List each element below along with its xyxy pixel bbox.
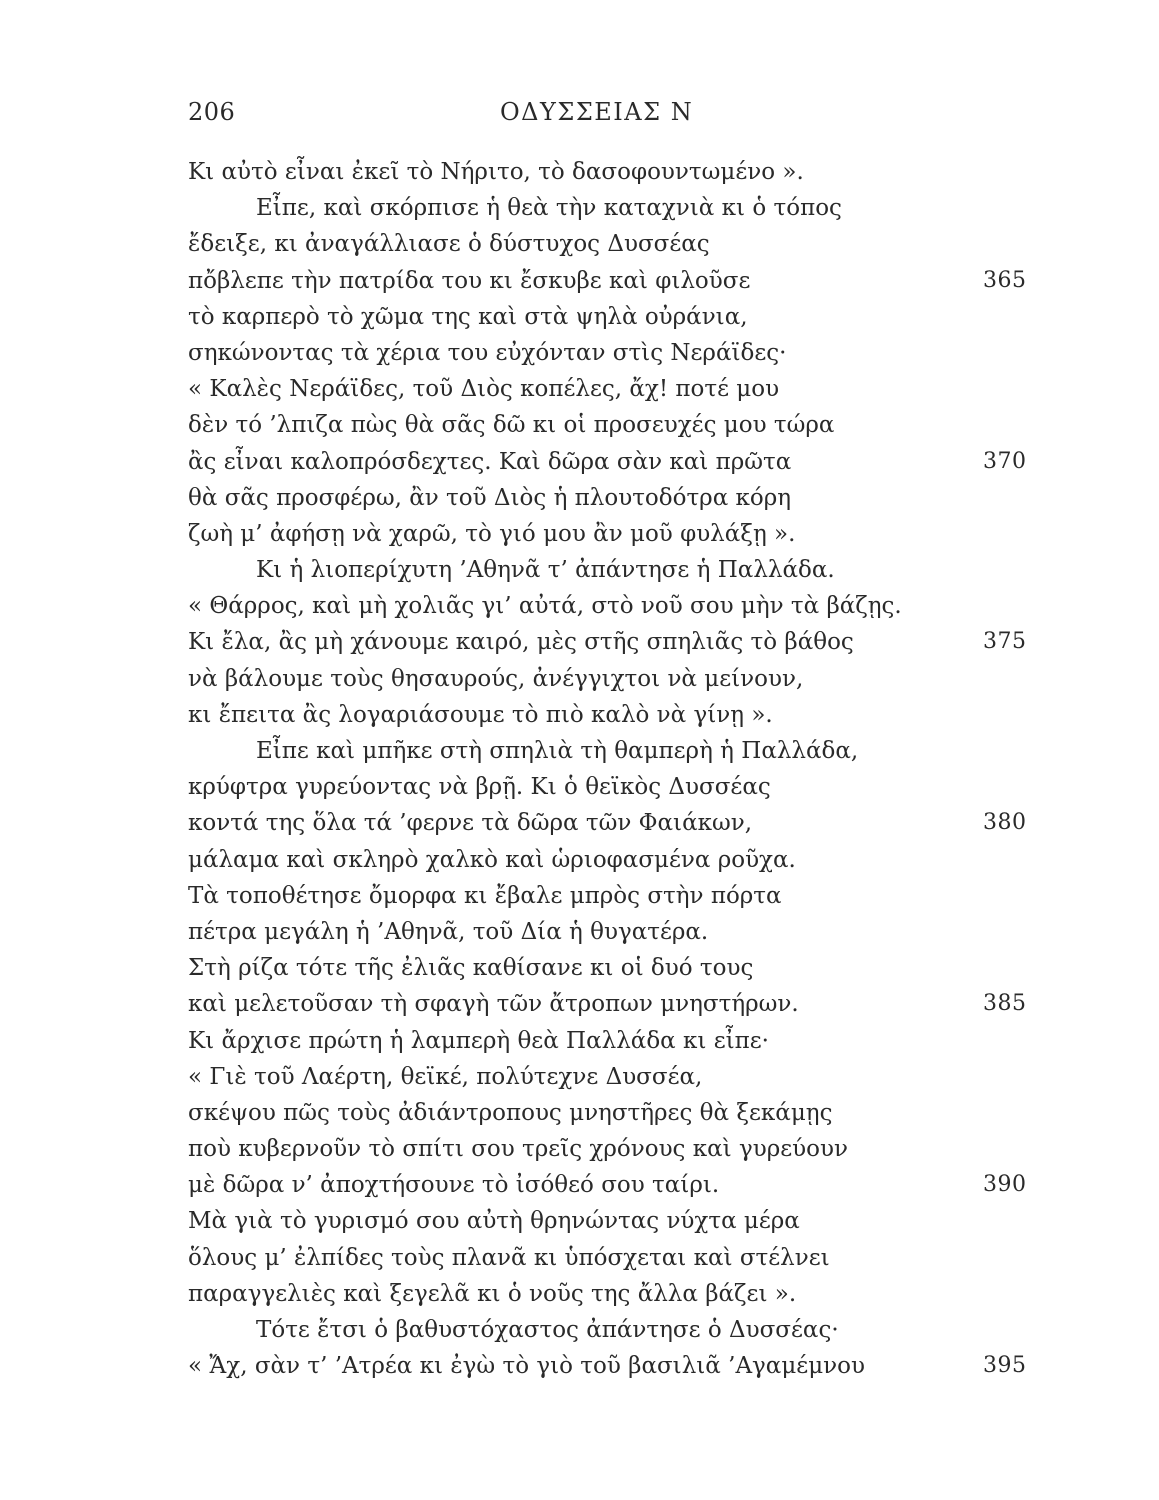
verse-line (188, 1276, 1038, 1312)
verse-line (188, 444, 1038, 480)
verse-line (188, 299, 1038, 335)
line-number: 380 (983, 810, 1027, 836)
verse-text: Τότε ἔτσι ὁ βαθυστόχαστος ἀπάντησε ὁ Δυσσέας· (256, 1317, 839, 1343)
verse-line (188, 1167, 1038, 1203)
verse-text: δὲν τό ’λπιζα πὼς θὰ σᾶς δῶ κι οἱ προσευχές μου τώρα (188, 412, 835, 439)
line-number: 395 (983, 1353, 1027, 1379)
verse-text: παραγγελιὲς καὶ ξεγελᾶ κι ὁ νοῦς της ἄλλα βάζει ». (188, 1280, 797, 1307)
verse-text: Κι αὐτὸ εἶναι ἐκεῖ τὸ Νήριτο, τὸ δασοφουντωμένο ». (188, 159, 804, 185)
verse-line (188, 190, 1038, 226)
verse-text: πὄβλεπε τὴν πατρίδα του κι ἔσκυβε καὶ φιλοῦσε (188, 267, 751, 294)
verse-text: κρύφτρα γυρεύοντας νὰ βρῇ. Κι ὁ θεϊκὸς Δυσσέας (188, 774, 771, 801)
verse-line (188, 1131, 1038, 1167)
line-number: 385 (983, 991, 1027, 1017)
verse-line (188, 335, 1038, 371)
verse-line (188, 1095, 1038, 1131)
verse-line (188, 697, 1038, 733)
verse-line (188, 588, 1038, 624)
verse-text: ποὺ κυβερνοῦν τὸ σπίτι σου τρεῖς χρόνους καὶ γυρεύουν (188, 1136, 848, 1163)
verse-line (188, 263, 1038, 299)
verse-line (188, 769, 1038, 805)
verse-text: « Καλὲς Νεράϊδες, τοῦ Διὸς κοπέλες, ἄχ! ποτέ μου (188, 376, 780, 403)
verse-text: μὲ δῶρα ν’ ἀποχτήσουνε τὸ ἰσόθεό σου ταίρι. (188, 1172, 720, 1199)
verse-text: τὸ καρπερὸ τὸ χῶμα της καὶ στὰ ψηλὰ οὐράνια, (188, 303, 748, 330)
verse-line (188, 1023, 1038, 1059)
verse-line (188, 407, 1038, 443)
verse-text: Κι ἔλα, ἂς μὴ χάνουμε καιρό, μὲς στῆς σπηλιᾶς τὸ βάθος (188, 629, 854, 656)
line-number: 375 (983, 629, 1027, 655)
verse-text: ζωὴ μ’ ἀφήσῃ νὰ χαρῶ, τὸ γιό μου ἂν μοῦ φυλάξῃ ». (188, 520, 796, 547)
verse-line (188, 371, 1038, 407)
verse-text: σηκώνοντας τὰ χέρια του εὐχόνταν στὶς Νεράϊδες· (188, 339, 787, 366)
verse-line (188, 154, 1038, 190)
verse-line (188, 842, 1038, 878)
verse-line (188, 950, 1038, 986)
verse-text: ὅλους μ’ ἐλπίδες τοὺς πλανᾶ κι ὑπόσχεται καὶ στέλνει (188, 1244, 830, 1271)
page-number: 206 (188, 98, 236, 126)
verse-text: μάλαμα καὶ σκληρὸ χαλκὸ καὶ ὡριοφασμένα ροῦχα. (188, 846, 796, 873)
verse-text: πέτρα μεγάλη ἡ ’Αθηνᾶ, τοῦ Δία ἡ θυγατέρα. (188, 918, 709, 945)
verse-line (188, 805, 1038, 841)
verse-text: νὰ βάλουμε τοὺς θησαυρούς, ἀνέγγιχτοι νὰ μείνουν, (188, 665, 804, 692)
verse-line (188, 624, 1038, 660)
verse-line (188, 1312, 1038, 1348)
verse-line (188, 1348, 1038, 1384)
verse-line (188, 733, 1038, 769)
verse-line (188, 914, 1038, 950)
verse-line (188, 480, 1038, 516)
verse-text: Στὴ ρίζα τότε τῆς ἐλιᾶς καθίσανε κι οἱ δυό τους (188, 955, 754, 982)
verse-text: καὶ μελετοῦσαν τὴ σφαγὴ τῶν ἄτροπων μνηστήρων. (188, 991, 799, 1018)
verse-text: Κι ἡ λιοπερίχυτη ’Αθηνᾶ τ’ ἀπάντησε ἡ Παλλάδα. (256, 557, 835, 584)
verse-text: « Γιὲ τοῦ Λαέρτη, θεϊκέ, πολύτεχνε Δυσσέα, (188, 1063, 703, 1090)
line-number: 370 (983, 448, 1027, 474)
verse-text: ἂς εἶναι καλοπρόσδεχτες. Καὶ δῶρα σὰν καὶ πρῶτα (188, 448, 792, 475)
verse-text: θὰ σᾶς προσφέρω, ἂν τοῦ Διὸς ἡ πλουτοδότρα κόρη (188, 484, 792, 511)
verse-text: Εἶπε, καὶ σκόρπισε ἡ θεὰ τὴν καταχνιὰ κι ὁ τόπος (256, 195, 842, 222)
verse-line (188, 1203, 1038, 1239)
verse-line (188, 986, 1038, 1022)
verse-text: ἔδειξε, κι ἀναγάλλιασε ὁ δύστυχος Δυσσέας (188, 231, 710, 258)
verse-line (188, 226, 1038, 262)
verse-text: σκέψου πῶς τοὺς ἀδιάντροπους μνηστῆρες θὰ ξεκάμῃς (188, 1099, 833, 1126)
verse-text: Τὰ τοποθέτησε ὄμορφα κι ἔβαλε μπρὸς στὴν πόρτα (188, 882, 782, 909)
line-number: 365 (983, 267, 1027, 293)
line-number: 390 (983, 1172, 1027, 1198)
verse-line (188, 1240, 1038, 1276)
verse-line (188, 1059, 1038, 1095)
verse-text: « Θάρρος, καὶ μὴ χολιᾶς γι’ αὐτά, στὸ νοῦ σου μὴν τὰ βάζῃς. (188, 593, 902, 620)
running-title: ΟΔΥΣΣΕΙΑΣ Ν (500, 98, 694, 126)
verse-line (188, 661, 1038, 697)
verse-text: Κι ἄρχισε πρώτη ἡ λαμπερὴ θεὰ Παλλάδα κι εἶπε· (188, 1027, 769, 1054)
verse-text: Εἶπε καὶ μπῆκε στὴ σπηλιὰ τὴ θαμπερὴ ἡ Παλλάδα, (256, 738, 859, 764)
verse-text: Μὰ γιὰ τὸ γυρισμό σου αὐτὴ θρηνώντας νύχτα μέρα (188, 1208, 800, 1235)
verse-text: κι ἔπειτα ἂς λογαριάσουμε τὸ πιὸ καλὸ νὰ γίνῃ ». (188, 701, 773, 728)
verse-line (188, 552, 1038, 588)
verse-line (188, 516, 1038, 552)
verse-text: κοντά της ὅλα τά ’φερνε τὰ δῶρα τῶν Φαιάκων, (188, 810, 753, 837)
verse-text: « Ἄχ, σὰν τ’ ’Ατρέα κι ἐγὼ τὸ γιὸ τοῦ βασιλιᾶ ’Αγαμέμνου (188, 1353, 865, 1380)
verse-line (188, 878, 1038, 914)
verse-block (188, 154, 1038, 1384)
